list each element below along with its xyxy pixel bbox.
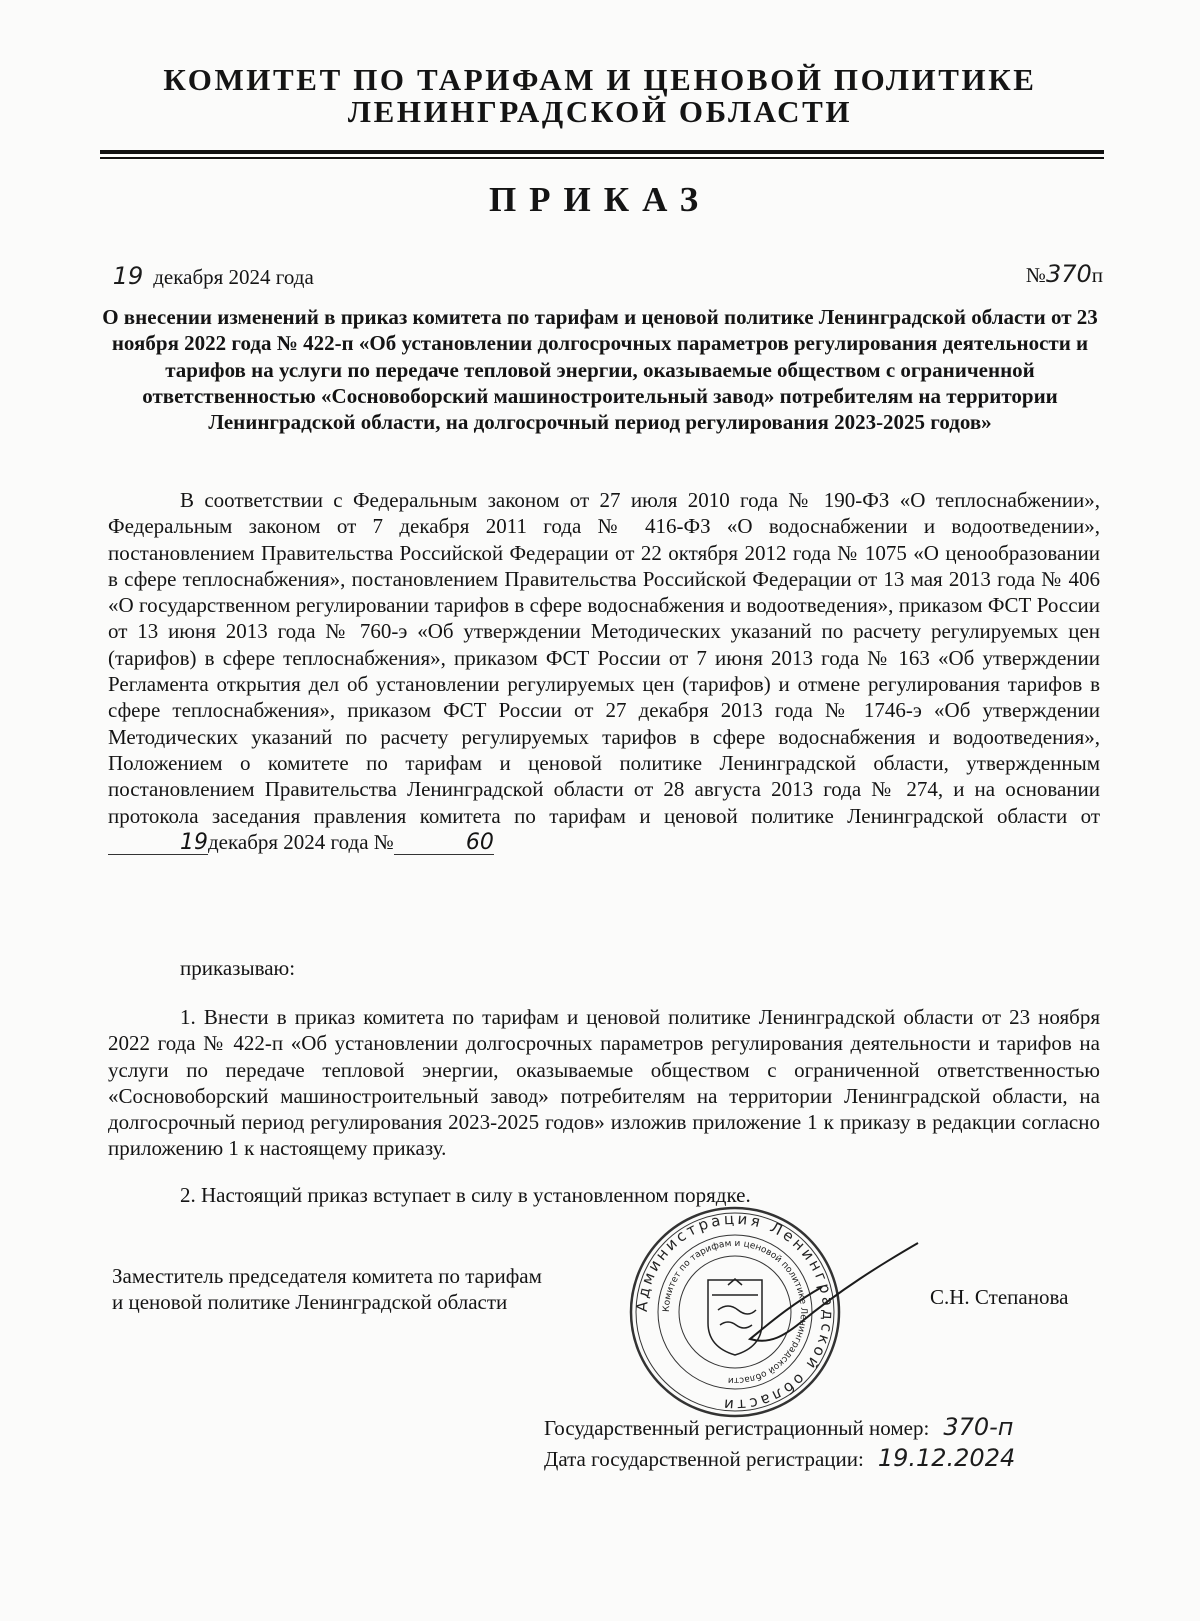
signer-position-line-1: Заместитель председателя комитета по тарифам bbox=[112, 1264, 542, 1288]
signer-position-line-2: и ценовой политике Ленинградской области bbox=[112, 1290, 508, 1315]
preamble-paragraph bbox=[108, 487, 1100, 855]
number-prefix: № bbox=[1025, 263, 1046, 287]
header-divider-thick bbox=[100, 150, 1104, 154]
registration-number-row bbox=[544, 1412, 1015, 1443]
preamble-text: В соответствии с Федеральным законом от 27 июля 2010 года № 190-ФЗ «О теплоснабжении», Федеральным законом от 7 декабря 2011 года № 416-ФЗ «О водоснабжении и водоотведении», постановлением Правительства Российской Федерации от 22 октября 2012 года № 1075 «О ценообразовании в сфере теплоснабжения», постановлением Правительства Российской Федерации от 13 мая 2013 года № 406 «О государственном регулировании тарифов в сфере водоснабжения и водоотведения», приказом ФСТ России от 13 июня 2013 года № 760-э «Об утверждении Методических указаний по расчету регулируемых цен (тарифов) в сфере теплоснабжения», приказом ФСТ России от 7 июня 2013 года № 163 «Об утверждении Регламента открытия дел об установлении регулируемых цен (тарифов) и отмене регулирования тарифов в сфере теплоснабжения», приказом ФСТ России от 27 декабря 2013 года № 1746-э «Об утверждении Методических указаний по расчету регулируемых тарифов в сфере водоснабжения и водоотведения», Положением о комитете по тарифам и ценовой политике Ленинградской области, утвержденным постановлением Правительства Ленинградской области от 28 августа 2013 года № 274, и на основании протокола заседания правления комитета по тарифам и ценовой политике Ленинградской области от bbox=[108, 488, 1100, 828]
organization-line-2: ЛЕНИНГРАДСКОЙ ОБЛАСТИ bbox=[347, 94, 853, 129]
order-date-text: декабря 2024 года bbox=[153, 265, 314, 289]
handwritten-protocol-number: 60 bbox=[394, 832, 494, 855]
header-divider-thin bbox=[100, 157, 1104, 159]
organization-header bbox=[0, 64, 1200, 128]
registration-number-value: 370-п bbox=[943, 1413, 1014, 1441]
order-date bbox=[108, 262, 314, 290]
order-number bbox=[1026, 260, 1103, 288]
protocol-date-text: декабря 2024 года № bbox=[208, 829, 394, 854]
signer-position bbox=[112, 1263, 542, 1316]
stamp-inner-text: Комитет по тарифам и ценовой политике Ленинградской области bbox=[661, 1238, 809, 1386]
signer-name: С.Н. Степанова bbox=[930, 1285, 1069, 1309]
stamp-outer-text: Администрация Ленинградской области bbox=[632, 1209, 838, 1415]
order-subject: О внесении изменений в приказ комитета по тарифам и ценовой политике Ленинградской области от 23 ноября 2022 года № 422-п «Об установлении долгосрочных параметров регулирования деятельности и тарифов на услуги по передаче тепловой энергии, оказываемые обществом с ограниченной ответственностью «Сосновоборский машиностроительный завод» потребителям на территории Ленинградской области, на долгосрочный период регулирования 2023-2025 годов» bbox=[102, 305, 1098, 435]
signature-mark-icon bbox=[730, 1235, 930, 1355]
handwritten-day: 19 bbox=[112, 262, 144, 290]
handwritten-protocol-day: 19 bbox=[108, 832, 208, 855]
order-item-1: 1. Внести в приказ комитета по тарифам и ценовой политике Ленинградской области от 23 ноября 2022 года № 422-п «Об установлении долгосрочных параметров регулирования деятельности и тарифов на услуги по передаче тепловой энергии, оказываемые обществом с ограниченной ответственностью «Сосновоборский машиностроительный завод» потребителям на территории Ленинградской области, на долгосрочный период регулирования 2023-2025 годов» изложив приложение 1 к приказу в редакции согласно приложению 1 к настоящему приказу. bbox=[108, 1005, 1100, 1161]
document-title: ПРИКАЗ bbox=[488, 180, 712, 219]
order-word: приказываю: bbox=[180, 956, 296, 980]
registration-date-label: Дата государственной регистрации: bbox=[544, 1447, 864, 1471]
number-suffix: п bbox=[1091, 263, 1103, 287]
registration-number-label: Государственный регистрационный номер: bbox=[544, 1416, 930, 1440]
registration-date-row bbox=[544, 1443, 1015, 1474]
order-item-2: 2. Настоящий приказ вступает в силу в установленном порядке. bbox=[180, 1183, 751, 1207]
organization-line-1: КОМИТЕТ ПО ТАРИФАМ И ЦЕНОВОЙ ПОЛИТИКЕ bbox=[163, 62, 1037, 97]
registration-date-value: 19.12.2024 bbox=[877, 1444, 1016, 1472]
handwritten-number: 370 bbox=[1045, 260, 1092, 288]
registration-block bbox=[544, 1412, 1015, 1474]
